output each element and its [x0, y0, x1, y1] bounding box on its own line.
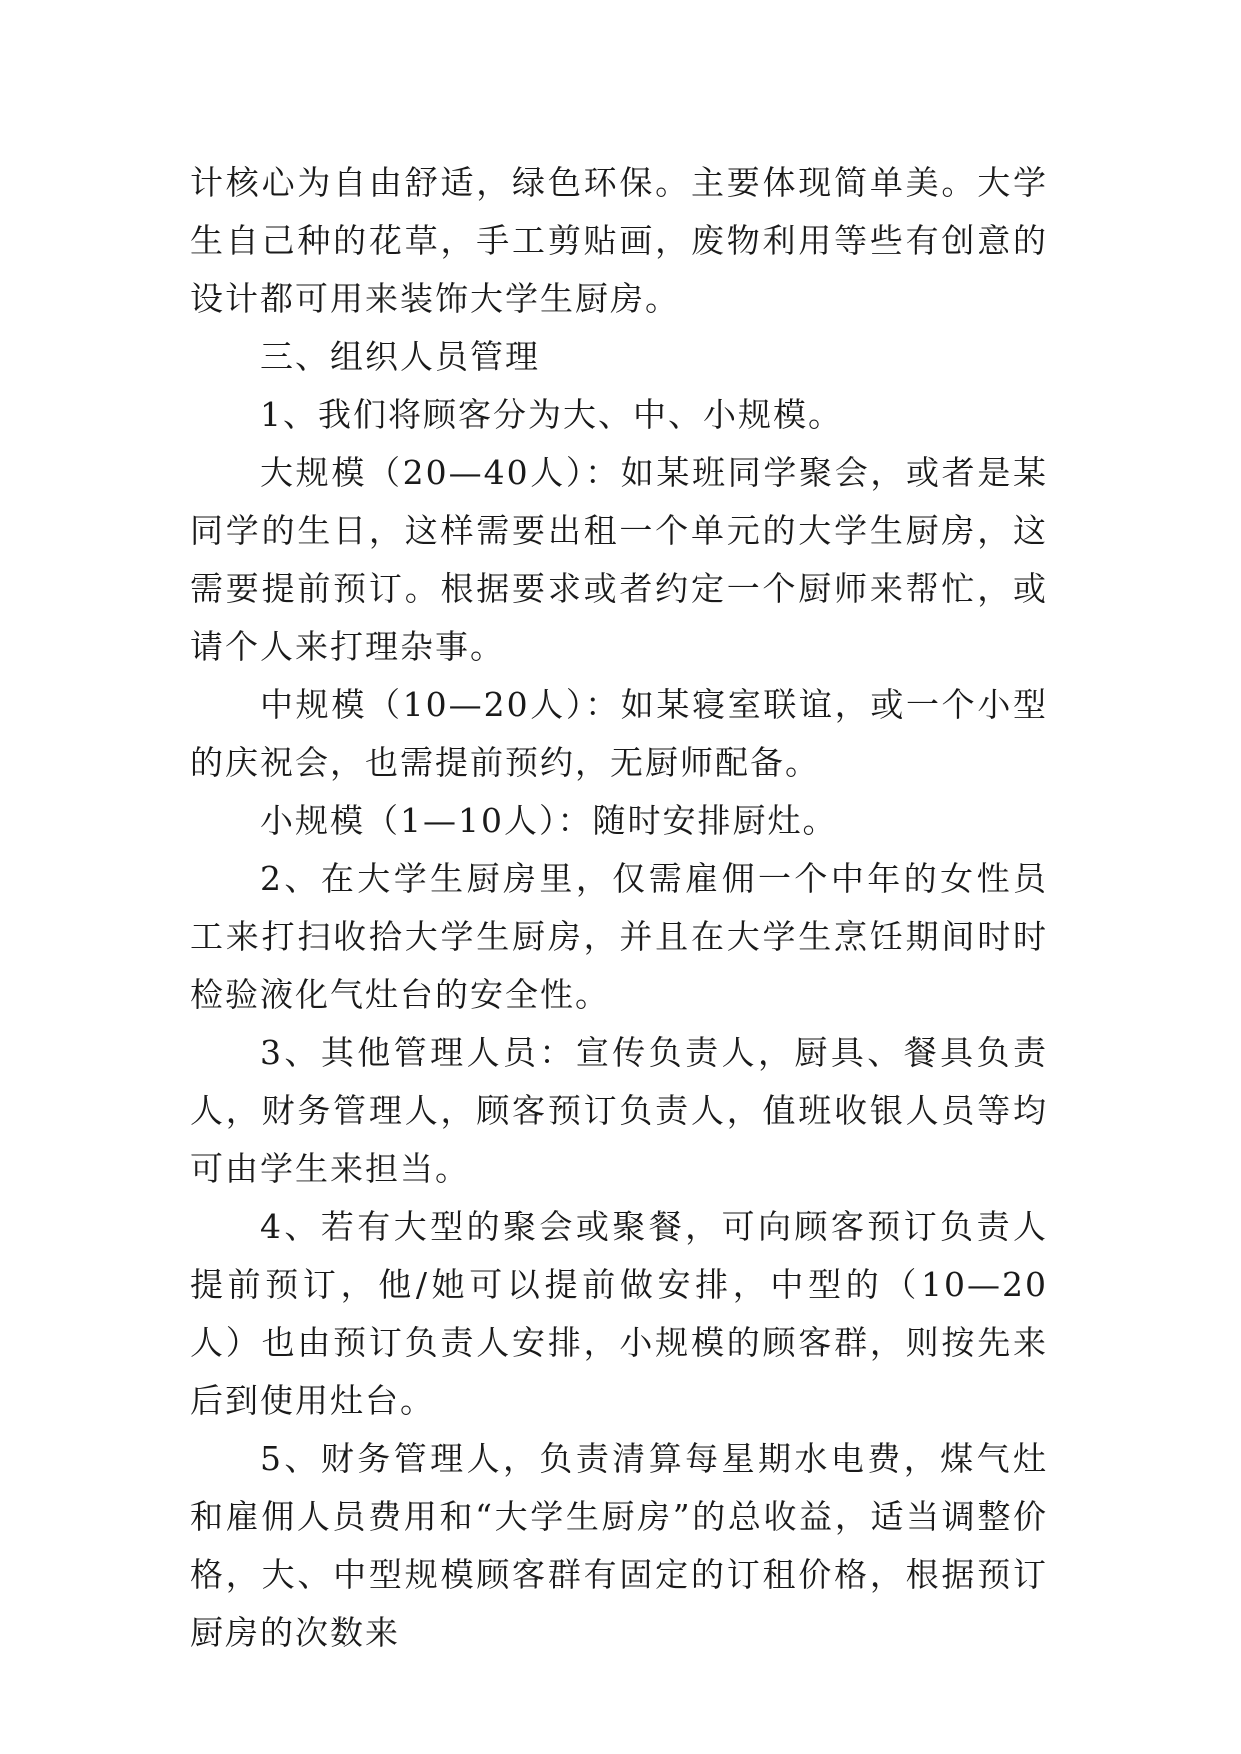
section-heading-staff-management: 三、组织人员管理: [260, 337, 540, 376]
document-body: [190, 154, 1048, 1662]
paragraph-cleaning-staff: 2、在大学生厨房里，仅需雇佣一个中年的女性员工来打扫收拾大学生厨房，并且在大学生烹饪期间时时检验液化气灶台的安全性。: [190, 859, 1048, 1014]
paragraph-reservations: 4、若有大型的聚会或聚餐，可向顾客预订负责人提前预订，他/她可以提前做安排，中型的（10—20人）也由预订负责人安排，小规模的顾客群，则按先来后到使用灶台。: [190, 1207, 1048, 1420]
paragraph-other-managers: 3、其他管理人员：宣传负责人，厨具、餐具负责人，财务管理人，顾客预订负责人，值班收银人员等均可由学生来担当。: [190, 1033, 1048, 1188]
paragraph-small-scale: 小规模（1—10人）：随时安排厨灶。: [260, 801, 838, 840]
paragraph-customer-scale: 1、我们将顾客分为大、中、小规模。: [260, 395, 843, 434]
paragraph-large-scale: 大规模（20—40人）：如某班同学聚会，或者是某同学的生日，这样需要出租一个单元的大学生厨房，这需要提前预订。根据要求或者约定一个厨师来帮忙，或请个人来打理杂事。: [190, 453, 1048, 666]
paragraph-finance-manager: 5、财务管理人，负责清算每星期水电费，煤气灶和雇佣人员费用和“大学生厨房”的总收益，适当调整价格，大、中型规模顾客群有固定的订租价格，根据预订厨房的次数来: [190, 1439, 1048, 1652]
paragraph-design-core: 计核心为自由舒适，绿色环保。主要体现简单美。大学生自己种的花草，手工剪贴画，废物利用等些有创意的设计都可用来装饰大学生厨房。: [190, 163, 1048, 318]
paragraph-medium-scale: 中规模（10—20人）：如某寝室联谊，或一个小型的庆祝会，也需提前预约，无厨师配备。: [190, 685, 1048, 782]
